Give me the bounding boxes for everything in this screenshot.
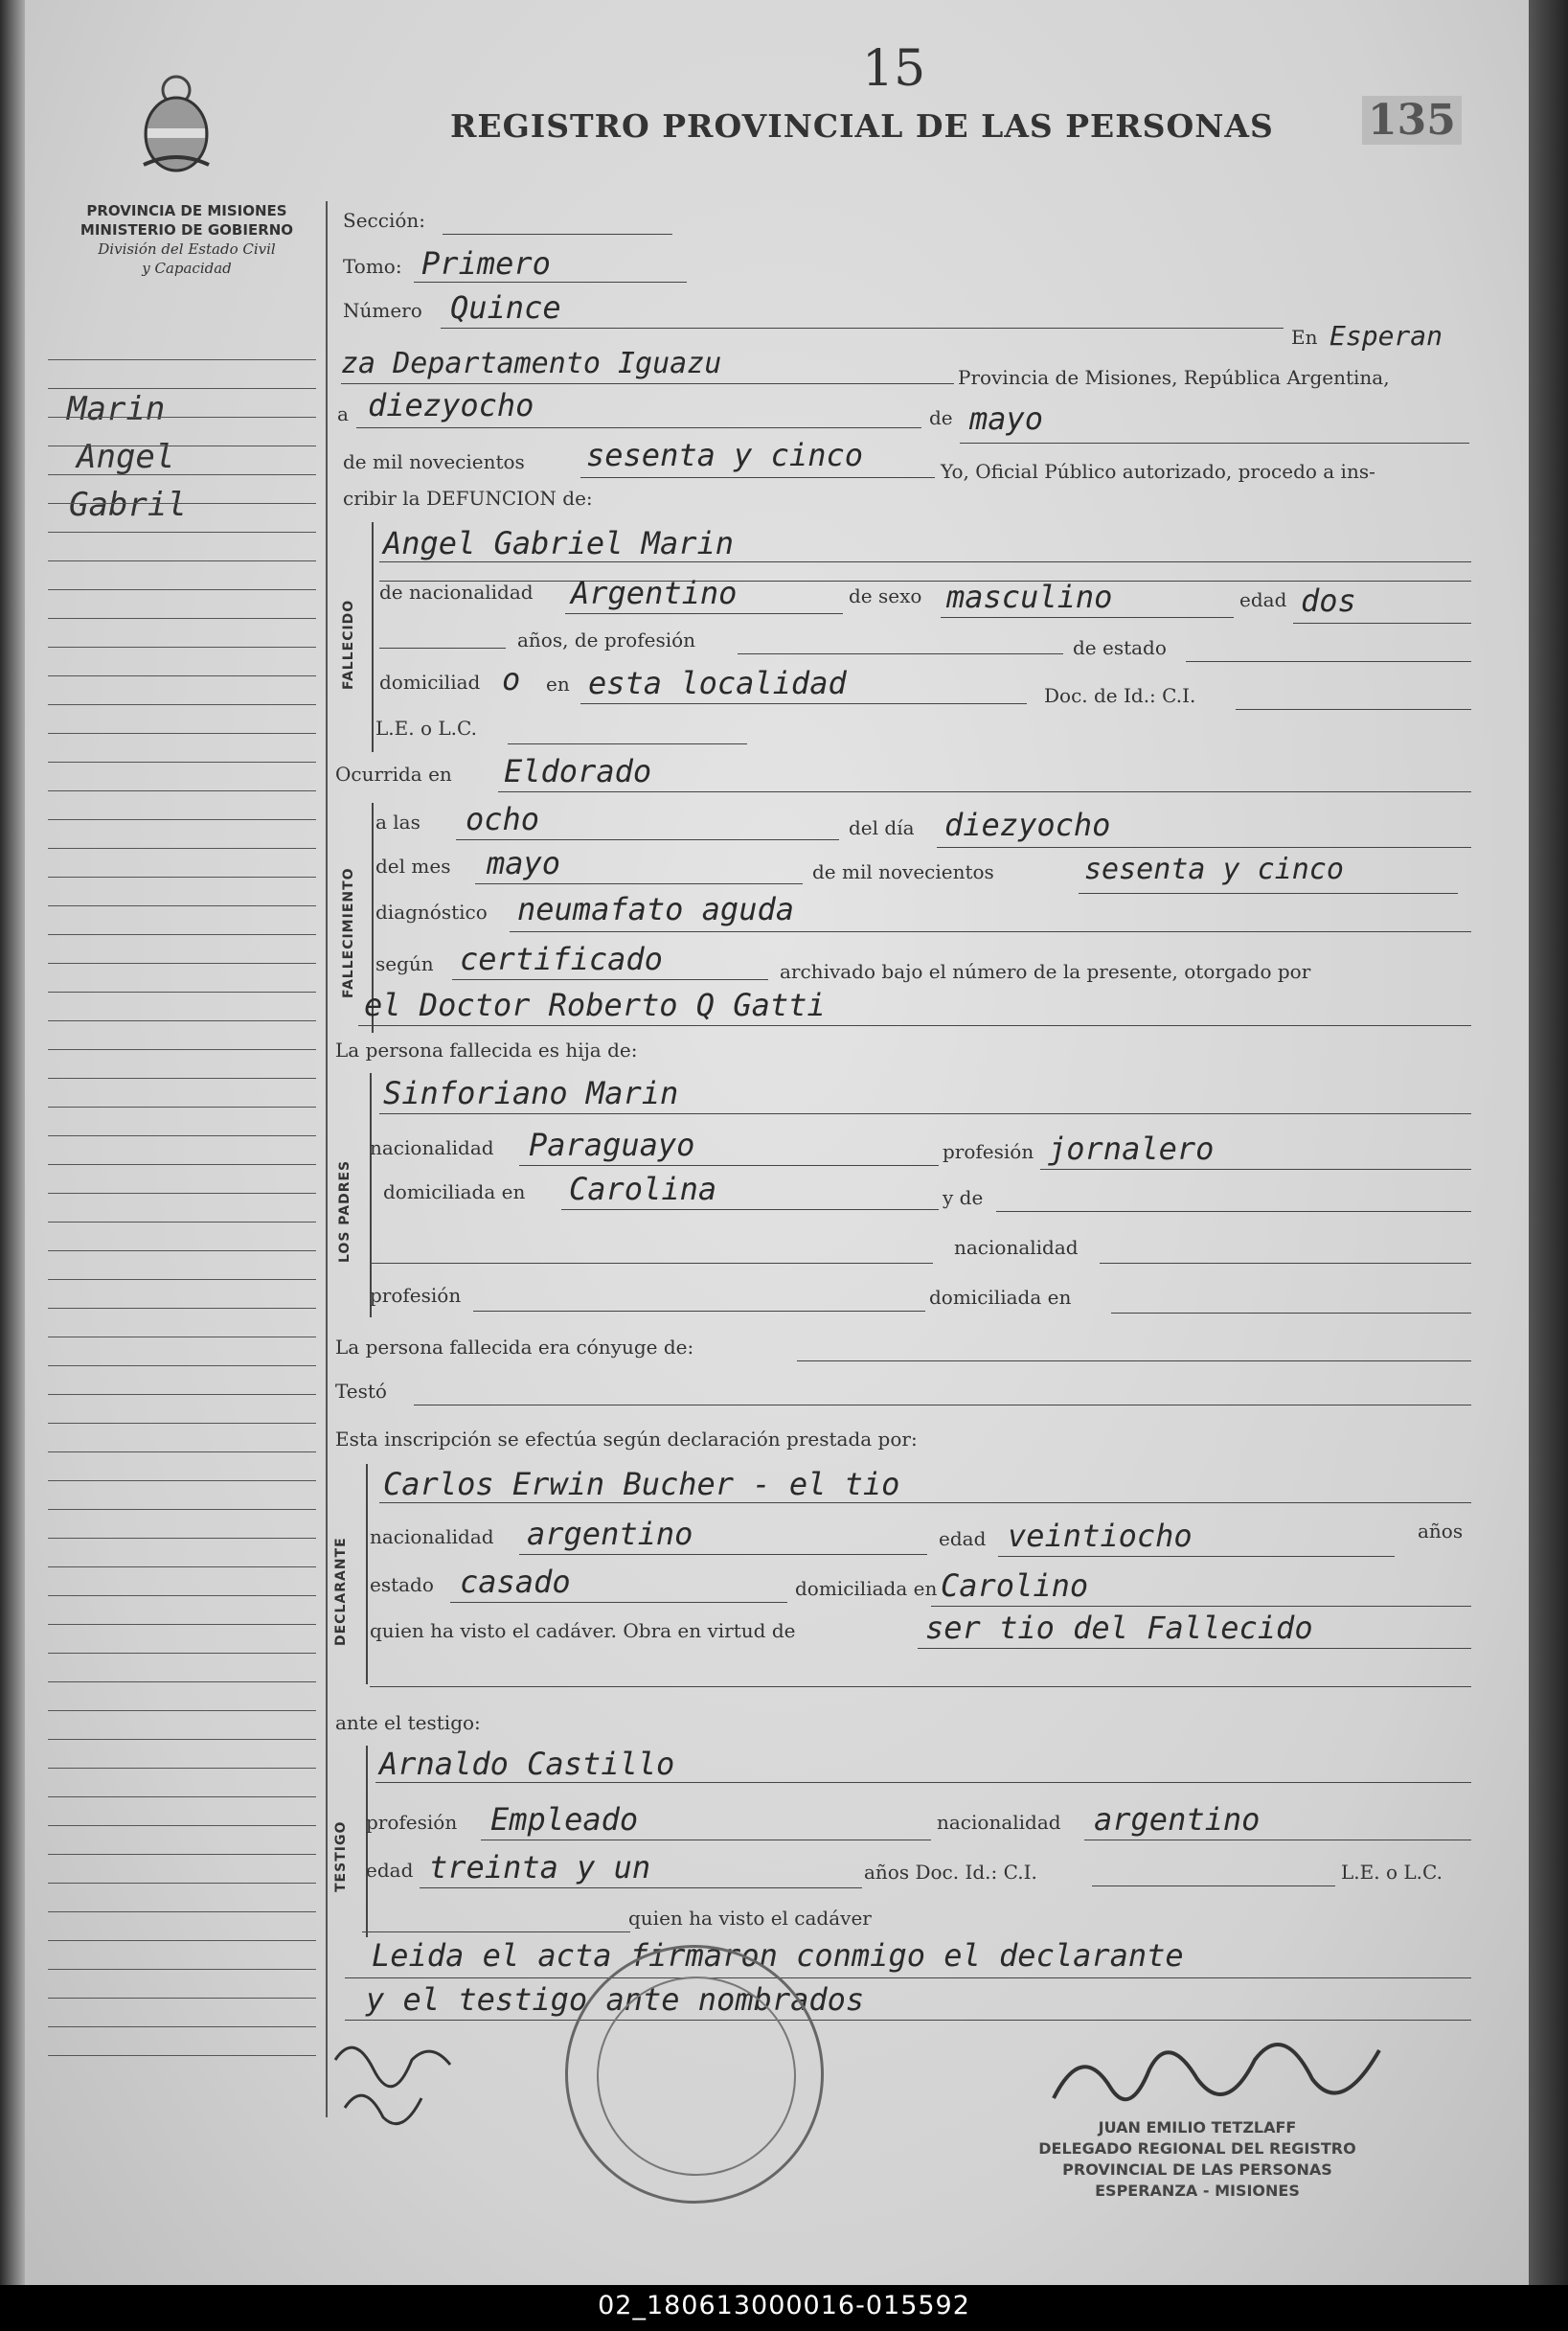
diagnostico-label: diagnóstico: [375, 901, 488, 924]
y-de-label: y de: [943, 1186, 984, 1209]
official-seal-icon: [565, 1945, 824, 2204]
margin-ruled-line: [48, 1250, 316, 1251]
margin-ruled-line: [48, 417, 316, 418]
provincia-text: Provincia de Misiones, República Argentina,: [958, 366, 1390, 389]
testigo-doc-line: [1092, 1885, 1335, 1886]
padre-nombre-line: [379, 1113, 1471, 1114]
dia-value: diezyocho: [368, 387, 534, 423]
declarante-nombre: Carlos Erwin Bucher - el tio: [383, 1466, 900, 1502]
padre-domicilio-label: domiciliada en: [383, 1180, 526, 1203]
fallecido-doc-line: [1236, 709, 1471, 710]
madre-profesion-label: profesión: [370, 1284, 462, 1307]
stamp-number: 135: [1362, 96, 1462, 145]
testigo-tag: TESTIGO: [333, 1820, 349, 1892]
testigo-le-label: L.E. o L.C.: [1341, 1861, 1443, 1884]
margin-ruled-line: [48, 1768, 316, 1769]
conyuge-line: [797, 1360, 1471, 1361]
testigo-nacionalidad: argentino: [1094, 1801, 1261, 1838]
fallecido-anios-line: [379, 648, 506, 649]
declarante-edad: veintiocho: [1008, 1518, 1193, 1554]
cierre-rule-2: [345, 2020, 1471, 2021]
document-id: 02_180613000016-015592: [598, 2291, 970, 2320]
declarante-cadaver-label: quien ha visto el cadáver. Obra en virtud de: [370, 1619, 796, 1642]
inscribir-text: cribir la DEFUNCION de:: [343, 487, 593, 510]
conyuge-label: La persona fallecida era cónyuge de:: [335, 1336, 694, 1359]
cierre-rule-1: [345, 1977, 1471, 1978]
declarante-virtud-line: [918, 1648, 1471, 1649]
footer-bar: [0, 2285, 1568, 2331]
fallecido-estado-line: [1186, 661, 1471, 662]
margin-ruled-line: [48, 1710, 316, 1711]
fallecido-nacionalidad-line: [565, 613, 843, 614]
madre-domicilio-line: [1111, 1313, 1471, 1314]
padre-nacionalidad: Paraguayo: [529, 1127, 695, 1163]
testigo-doc-label: años Doc. Id.: C.I.: [864, 1861, 1037, 1884]
de-label: de: [929, 406, 953, 429]
margin-ruled-line: [48, 1193, 316, 1194]
hora-value: ocho: [466, 801, 540, 837]
margin-ruled-line: [48, 1078, 316, 1079]
margin-ruled-line: [48, 1480, 316, 1481]
margin-first-name: Angel: [77, 438, 175, 476]
testo-label: Testó: [335, 1380, 387, 1403]
margin-ruled-line: [48, 1509, 316, 1510]
ocurrida-line: [498, 791, 1471, 792]
margin-ruled-line: [48, 934, 316, 935]
margin-ruled-line: [48, 1365, 316, 1366]
margin-ruled-line: [48, 1969, 316, 1970]
declarante-nombre-line: [379, 1502, 1471, 1503]
segun-value: certificado: [460, 941, 663, 977]
office-division: División del Estado Civil: [98, 240, 276, 258]
declarante-intro: Esta inscripción se efectúa según declaración prestada por:: [335, 1428, 918, 1451]
cierre-line-2: y el testigo ante nombrados: [366, 1981, 865, 2018]
madre-nacionalidad-line: [1100, 1263, 1471, 1264]
margin-ruled-line: [48, 647, 316, 648]
mes-fallecimiento: mayo: [487, 845, 561, 881]
mes-line: [960, 443, 1469, 444]
fallecido-nacionalidad: Argentino: [571, 575, 738, 611]
dia-fallecimiento: diezyocho: [944, 807, 1111, 843]
margin-ruled-line: [48, 992, 316, 993]
margin-ruled-line: [48, 733, 316, 734]
mes-label: del mes: [375, 855, 451, 878]
testigo-nombre-line: [375, 1782, 1471, 1783]
padre-profesion-label: profesión: [943, 1140, 1034, 1163]
hora-line: [456, 839, 839, 840]
madre-nombre-line: [370, 1263, 933, 1264]
padres-intro: La persona fallecida es hija de:: [335, 1039, 638, 1062]
archivado-text: archivado bajo el número de la presente, otorgado por: [780, 960, 1311, 983]
margin-ruled-line: [48, 618, 316, 619]
padre-domicilio-line: [561, 1209, 939, 1210]
fallecido-domicilio-label: domiciliad: [379, 671, 481, 694]
coat-of-arms-icon: [134, 69, 218, 174]
testigo-profesion: Empleado: [490, 1801, 639, 1838]
doctor-value: el Doctor Roberto Q Gatti: [364, 987, 826, 1023]
anio-line: [580, 477, 935, 478]
fallecido-domicilio-line: [580, 703, 1027, 704]
testigo-edad-line: [420, 1887, 862, 1888]
fallecido-nombre: Angel Gabriel Marin: [383, 525, 735, 561]
padre-domicilio: Carolina: [569, 1171, 717, 1207]
declarante-anios-label: años: [1418, 1520, 1464, 1543]
fallecido-nombre-line-1: [379, 561, 1471, 562]
margin-ruled-line: [48, 1739, 316, 1740]
office-capacity: y Capacidad: [142, 260, 232, 277]
margin-ruled-line: [48, 1394, 316, 1395]
padre-nacionalidad-line: [519, 1165, 939, 1166]
declarante-estado-label: estado: [370, 1573, 434, 1596]
fallecido-edad-line: [1293, 623, 1471, 624]
declarante-nacionalidad-label: nacionalidad: [370, 1525, 494, 1548]
segun-line: [452, 979, 768, 980]
margin-ruled-line: [48, 819, 316, 820]
margin-ruled-line: [48, 1796, 316, 1797]
testigo-nombre: Arnaldo Castillo: [379, 1746, 675, 1782]
margin-ruled-line: [48, 503, 316, 504]
fallecimiento-tag: FALLECIMIENTO: [341, 867, 356, 998]
fallecido-en-label: en: [546, 673, 570, 696]
anio-label: de mil novecientos: [343, 450, 525, 473]
hora-label: a las: [375, 811, 420, 834]
fallecido-sexo-label: de sexo: [849, 584, 922, 607]
declarante-edad-line: [998, 1556, 1395, 1557]
page-title: REGISTRO PROVINCIAL DE LAS PERSONAS: [450, 107, 1274, 145]
office-ministry: MINISTERIO DE GOBIERNO: [80, 221, 294, 239]
margin-ruled-line: [48, 1854, 316, 1855]
declarante-estado: casado: [460, 1564, 571, 1600]
en-label: En: [1291, 326, 1318, 349]
margin-ruled-line: [48, 560, 316, 561]
fallecido-edad-label: edad: [1239, 588, 1287, 611]
fallecido-tag: FALLECIDO: [341, 599, 356, 690]
margin-ruled-line: [48, 1135, 316, 1136]
testigo-cadaver-line: [362, 1931, 630, 1932]
diagnostico-line: [510, 931, 1471, 932]
official-block: [996, 2117, 1398, 2202]
madre-nacionalidad-label: nacionalidad: [954, 1236, 1079, 1259]
numero-line: [441, 328, 1284, 329]
official-line-3: PROVINCIAL DE LAS PERSONAS: [1062, 2160, 1332, 2179]
mes-value: mayo: [969, 400, 1044, 437]
tomo-value: Primero: [421, 245, 551, 282]
margin-ruled-line: [48, 790, 316, 791]
madre-profesion-line: [473, 1311, 925, 1312]
official-name: JUAN EMILIO TETZLAFF: [1098, 2118, 1297, 2137]
declarante-domicilio: Carolino: [941, 1567, 1089, 1604]
margin-ruled-line: [48, 1595, 316, 1596]
cierre-line-1: Leida el acta firmaron conmigo el declarante: [372, 1937, 1184, 1974]
fallecido-anios-label: años, de profesión: [517, 628, 696, 651]
margin-ruled-line: [48, 905, 316, 906]
numero-label: Número: [343, 299, 422, 322]
declarante-extra-line: [370, 1686, 1471, 1687]
official-line-4: ESPERANZA - MISIONES: [1095, 2182, 1300, 2200]
margin-second-name: Gabril: [69, 486, 187, 524]
declarante-virtud: ser tio del Fallecido: [925, 1610, 1313, 1646]
declarante-estado-line: [450, 1602, 787, 1603]
margin-ruled-line: [48, 1107, 316, 1108]
column-divider: [326, 201, 328, 2117]
declarante-tag: DECLARANTE: [333, 1537, 349, 1646]
fallecido-edad: dos: [1301, 583, 1356, 619]
anio-value: sesenta y cinco: [586, 437, 863, 473]
fallecido-sexo-line: [941, 617, 1234, 618]
en-line: [341, 383, 954, 384]
margin-ruled-line: [48, 1451, 316, 1452]
anio-fallecimiento: sesenta y cinco: [1084, 853, 1344, 886]
official-title: DELEGADO REGIONAL DEL REGISTRO: [1038, 2139, 1356, 2158]
margin-ruled-line: [48, 675, 316, 676]
margin-ruled-line: [48, 1624, 316, 1625]
testigo-intro: ante el testigo:: [335, 1711, 481, 1734]
margin-ruled-line: [48, 1825, 316, 1826]
fallecido-profesion-line: [738, 653, 1063, 654]
margin-ruled-line: [48, 963, 316, 964]
ocurrida-lugar: Eldorado: [504, 753, 652, 789]
page-number: 15: [862, 40, 926, 98]
seccion-line: [443, 234, 672, 235]
margin-ruled-line: [48, 1308, 316, 1309]
ocurrida-label: Ocurrida en: [335, 763, 452, 786]
issuing-office: [57, 201, 316, 278]
margin-ruled-line: [48, 1998, 316, 1999]
margin-ruled-line: [48, 1222, 316, 1223]
margin-ruled-line: [48, 762, 316, 763]
testigo-nacionalidad-label: nacionalidad: [937, 1811, 1061, 1834]
margin-ruled-line: [48, 1020, 316, 1021]
margin-ruled-line: [48, 1653, 316, 1654]
fallecido-le-line: [508, 743, 747, 744]
testigo-profesion-label: profesión: [366, 1811, 458, 1834]
padre-nombre: Sinforiano Marin: [383, 1075, 679, 1111]
fallecido-le-label: L.E. o L.C.: [375, 717, 477, 740]
dia-fallecimiento-line: [937, 847, 1471, 848]
margin-ruled-line: [48, 589, 316, 590]
declarante-nacionalidad: argentino: [527, 1516, 693, 1552]
margin-ruled-line: [48, 1279, 316, 1280]
segun-label: según: [375, 952, 434, 975]
declarante-nacionalidad-line: [519, 1554, 927, 1555]
fallecido-sexo: masculino: [946, 579, 1113, 615]
margin-ruled-line: [48, 2055, 316, 2056]
margin-ruled-line: [48, 1538, 316, 1539]
declarante-domicilio-line: [931, 1606, 1471, 1607]
dia-line: [356, 427, 921, 428]
margin-ruled-line: [48, 1049, 316, 1050]
declarante-signature: [316, 2022, 508, 2146]
mes-fallecimiento-line: [475, 883, 803, 884]
fallecido-estado-label: de estado: [1073, 636, 1167, 659]
seccion-label: Sección:: [343, 209, 425, 232]
numero-value: Quince: [450, 289, 561, 326]
margin-ruled-line: [48, 1940, 316, 1941]
margin-ruled-line: [48, 1566, 316, 1567]
margin-ruled-line: [48, 532, 316, 533]
margin-ruled-line: [48, 2026, 316, 2027]
official-signature: [1044, 2022, 1408, 2127]
margin-surname: Marin: [67, 390, 166, 428]
fallecido-doc-label: Doc. de Id.: C.I.: [1044, 684, 1196, 707]
office-province: PROVINCIA DE MISIONES: [86, 202, 287, 219]
padre-profesion-line: [1040, 1169, 1471, 1170]
margin-ruled-line: [48, 1423, 316, 1424]
margin-ruled-line: [48, 1164, 316, 1165]
testigo-edad-label: edad: [366, 1859, 414, 1882]
anio-fallecimiento-line: [1079, 893, 1458, 894]
margin-ruled-line: [48, 1681, 316, 1682]
oficial-text: Yo, Oficial Público autorizado, procedo a ins-: [941, 460, 1375, 483]
y-de-line: [996, 1211, 1471, 1212]
declarante-domicilio-label: domiciliada en: [795, 1577, 938, 1600]
margin-ruled-line: [48, 474, 316, 475]
tomo-line: [414, 282, 687, 283]
dia-label: del día: [849, 816, 915, 839]
padre-nacionalidad-label: nacionalidad: [370, 1136, 494, 1159]
fallecido-nacionalidad-label: de nacionalidad: [379, 581, 534, 604]
margin-ruled-line: [48, 704, 316, 705]
testigo-cadaver-label: quien ha visto el cadáver: [628, 1907, 872, 1930]
margin-ruled-line: [48, 877, 316, 878]
margin-ruled-line: [48, 388, 316, 389]
en-value-1: Esperan: [1329, 320, 1443, 352]
tomo-label: Tomo:: [343, 255, 402, 278]
margin-ruled-line: [48, 1883, 316, 1884]
book-edge: [1529, 0, 1568, 2285]
padres-tag: LOS PADRES: [337, 1159, 352, 1263]
diagnostico-value: neumafato aguda: [517, 891, 794, 927]
margin-ruled-line: [48, 1911, 316, 1912]
a-label: a: [337, 402, 349, 425]
book-spine: [0, 0, 25, 2331]
doctor-line: [358, 1025, 1471, 1026]
fallecido-nombre-line-2: [379, 581, 1471, 582]
testigo-edad: treinta y un: [429, 1849, 651, 1885]
margin-ruled-line: [48, 848, 316, 849]
fallecido-domicilio: esta localidad: [588, 665, 847, 701]
madre-domicilio-label: domiciliada en: [929, 1286, 1072, 1309]
declarante-edad-label: edad: [939, 1527, 987, 1550]
margin-ruled-line: [48, 359, 316, 360]
fallecido-domicilio-suffix: o: [502, 661, 521, 697]
anio-fallecimiento-label: de mil novecientos: [812, 860, 994, 883]
en-value-2: za Departamento Iguazu: [341, 347, 722, 380]
padre-profesion: jornalero: [1048, 1131, 1215, 1167]
